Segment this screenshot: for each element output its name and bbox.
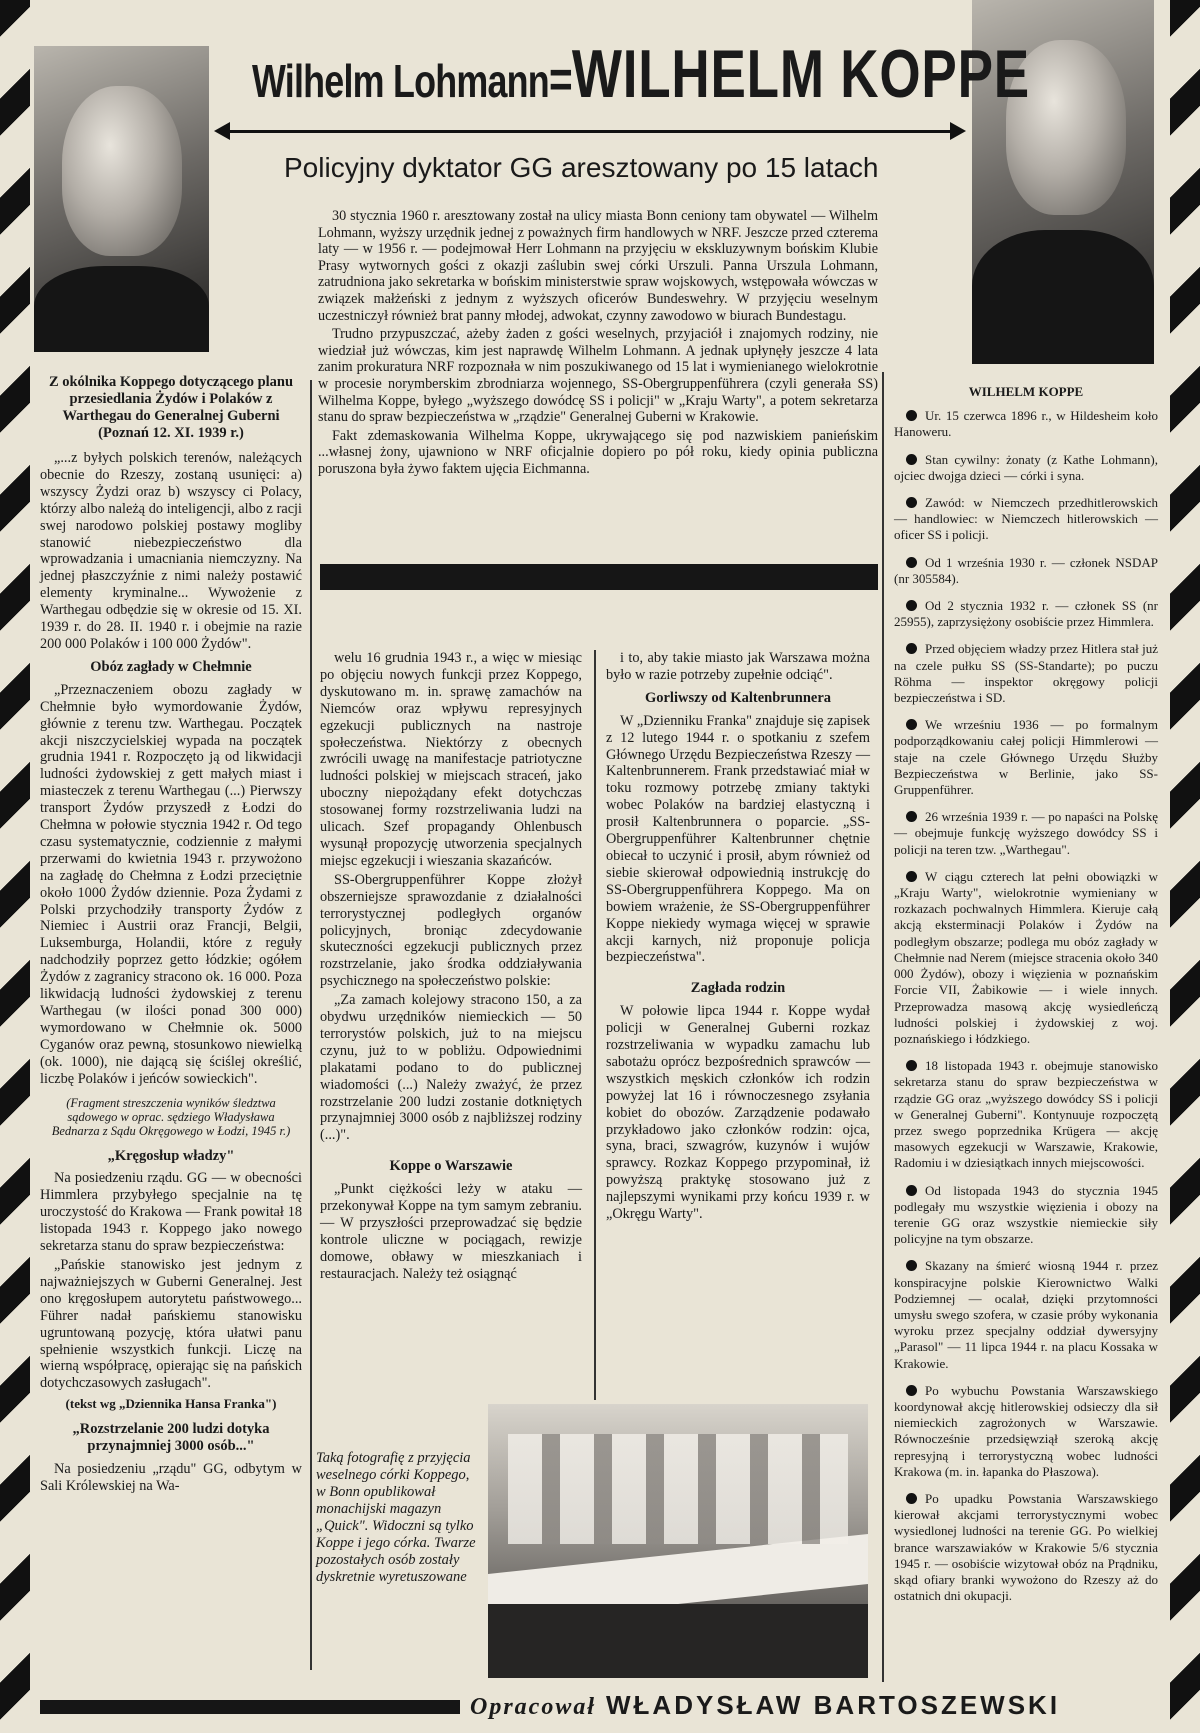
frank-diary-source: (tekst wg „Dziennika Hansa Franka") xyxy=(65,1396,277,1412)
photo-wedding-reception xyxy=(488,1404,868,1678)
bio-item: Przed objęciem władzy przez Hitlera stał już na czele pułku SS (SS-Standarte); po puczu Röhma — inspektor okręgowy policji bezpieczeństwa i SD. xyxy=(894,641,1158,706)
chelmno-source: (Fragment streszczenia wyników śledztwa sądowego w oprac. sędziego Władysława Bednarza z Sądu Okręgowego w Łodzi, 1945 r.) xyxy=(51,1095,291,1138)
bio-item: Po wybuchu Powstania Warszawskiego koordynował akcję hitlerowskiej odsieczy dla sił niemieckich zagrożonych w Warszawie. Równocześnie przedsięwziął szeroką akcję represyjną i terrorystyczną wobec ludności Krakowa (m. in. łapanka do Płaszowa). xyxy=(894,1382,1158,1479)
bullet-icon xyxy=(906,1060,917,1071)
bullet-icon xyxy=(906,1185,917,1196)
headline-equals: = xyxy=(548,51,572,109)
execution-text: Na posiedzeniu „rządu" GG, odbytym w Sali Królewskiej na Wa- xyxy=(40,1460,302,1494)
headline-left: Wilhelm Lohmann xyxy=(252,55,549,107)
chelmno-text: „Przeznaczeniem obozu zagłady w Chełmnie było wymordowanie Żydów, głównie z terenu tzw. Warthegau. Początek akcji niszczycielskiej wypada na początek grudnia 1941 r. Rozpoczęto ją od likwidacji ludności żydowskiej z gett małych miast i miasteczek z terenu Warthegau (...) Pierwszy transport Żydów przyszedł z Łodzi do Chełmna w połowie stycznia 1942 r. Od tego czasu systematycznie, codziennie z małymi przerwami do kwietnia 1943 r. przywożono na zagładę do Chełmna z Łodzi przeciętnie około 1000 Żydów dziennie. Poza Żydami z Polski przychodziły transporty Żydów z Niemiec i Austrii oraz Francji, Belgii, Luksemburga, Holandii, które z reguły nadchodziły poprzez getto łódzkie; ogółem Żydów z zagranicy stracono ok. 16 000. Poza likwidacją ludności żydowskiej z terenu Warthegau (w ilości ponad 300 000) wymordowano w Chełmnie ok. 5000 Cyganów oraz pewną, stosunkowo niewielką (ok. 1000), nie dającą się ściślej określić, liczbę Polaków i jeńców sowieckich". xyxy=(40,681,302,1087)
bullet-icon xyxy=(906,719,917,730)
column-rule xyxy=(594,650,596,1400)
bullet-icon xyxy=(906,557,917,568)
credit-author: WŁADYSŁAW BARTOSZEWSKI xyxy=(606,1690,1061,1720)
column-3 xyxy=(606,650,870,1225)
warsaw-continued: i to, aby takie miasto jak Warszawa można było w razie potrzeby zupełnie odciąć". xyxy=(606,650,870,683)
warsaw-heading: Koppe o Warszawie xyxy=(389,1158,513,1175)
headline-arrow-line xyxy=(226,130,952,133)
bullet-icon xyxy=(906,410,917,421)
kaltenbrunner-text: W „Dzienniku Franka" znajduje się zapisek z 12 lutego 1944 r. o spotkaniu z szefem Głównego Urzędu Bezpieczeństwa Rzeszy — Kaltenbrunnerem. Frank przedstawiać miał w toku rozmowy potrzebę zmiany taktyki wobec Polaków na bardziej elastyczną i prosił Kaltenbrunnera o poparcie. „SS-Obergruppenführer Kaltenbrunner chętnie obiecał to uczynić i prosił, abym również od siebie skierował odpowiednią instrukcję do SS-Obergruppenführera Koppego. Ma on bowiem wrażenie, że SS-Obergruppenführer Koppe niekiedy wymaga więcej w sprawie akcji karnych, niż proponuje policja bezpieczeństwa". xyxy=(606,712,870,966)
bio-item: Skazany na śmierć wiosną 1944 r. przez konspiracyjne polskie Kierownictwo Walki Podziemnej — ocalał, dzięki przytomności umysłu swego szofera, w czasie próby wykonania wyroku przez specjalny oddział dywersyjny „Parasol" — 11 lipca 1944 r. na placu Kossaka w Krakowie. xyxy=(894,1258,1158,1371)
headline xyxy=(252,36,1030,112)
bio-item: Zawód: w Niemczech przedhitlerowskich — handlowiec: w Niemczech hitlerowskich — oficer SS i policji. xyxy=(894,495,1158,543)
families-heading: Zagłada rodzin xyxy=(690,980,786,997)
right-stripe-border xyxy=(1170,0,1200,1733)
bullet-icon xyxy=(906,643,917,654)
chelmno-heading: Obóz zagłady w Chełmnie xyxy=(90,658,252,675)
subtitle: Policyjny dyktator GG aresztowany po 15 latach xyxy=(284,152,879,183)
sidebar-rule xyxy=(882,372,884,1682)
bio-item: Ur. 15 czerwca 1896 r., w Hildesheim koło Hanoweru. xyxy=(894,408,1158,440)
bio-item: Od 1 września 1930 r. — członek NSDAP (nr 305584). xyxy=(894,554,1158,586)
koppe-report-quote: „Za zamach kolejowy stracono 150, a za obydwu urzędników niemieckich — 50 terrorystów polskich, już to na miejscu czynu, już to w pobliżu. Odpowiednimi plakatami podano to do publicznej wiadomości (...) Należy zważyć, że przez rozstrzelanie 200 ludzi zostanie dotkniętych przynajmniej 3000 osób z najbliższej rodziny (...)". xyxy=(320,992,582,1144)
bullet-icon xyxy=(906,1260,917,1271)
intro-paragraph: Trudno przypuszczać, ażeby żaden z gości weselnych, przyjaciół i znajomych rodziny, nie wiedział już wówczas, kim jest naprawdę Wilhelm Lohmann. A jednak upłynęły jeszcze 4 lata zanim prokuratura NRF rozpoznała w nim poszukiwanego od 15 lat i wymienianego wielokrotnie w procesie norymberskim zbrodniarza wojennego, SS-Obergruppenführera (czyli generała SS) Wilhelma Koppe, byłego „wyższego dowódcę SS i policji" w „Kraju Warty", a potem sekretarza stanu do spraw bezpieczeństwa w „rządzie" Generalnej Guberni w Krakowie. xyxy=(318,326,878,426)
intro-paragraph: Fakt zdemaskowania Wilhelma Koppe, ukrywającego się pod nazwiskiem panieńskim ...własnej żony, ujawniono w NRF oficjalnie dopiero po pół roku, kiedy opinia publiczna poruszona była żywo faktem ujęcia Eichmanna. xyxy=(318,427,878,477)
bullet-icon xyxy=(906,497,917,508)
photo-lohmann-portrait xyxy=(34,46,209,352)
bio-item: 18 listopada 1943 r. obejmuje stanowisko sekretarza stanu do spraw bezpieczeństwa w rządzie GG oraz „wyższego dowódcy SS i policji w Generalnej Guberni". Kontynuuje rozpoczętą przez swego poprzednika Krügera — akcję masowych egzekucji w Warszawie, Krakowie, Radomiu i w dziesiątkach innych miejscowości. xyxy=(894,1058,1158,1171)
photo-caption: Taką fotografię z przyjęcia weselnego córki Koppego, w Bonn opublikował monachijski magazyn „Quick". Widoczni są tylko Koppe i jego córka. Twarze pozostałych osób zostały dyskretnie wyretuszowane xyxy=(316,1450,476,1585)
left-stripe-border xyxy=(0,0,30,1733)
column-1 xyxy=(40,374,302,1497)
backbone-heading: „Kręgosłup władzy" xyxy=(107,1147,235,1164)
bio-item: We wrześniu 1936 — po formalnym podporządkowaniu całej policji Himmlerowi — staje na czele Głównego Urzędu Służby Bezpieczeństwa w Berlinie, jako SS-Gruppenführer. xyxy=(894,717,1158,798)
footer-divider-bar xyxy=(40,1700,460,1714)
circular-quote: „...z byłych polskich terenów, należących obecnie do Rzeszy, zostaną usunięci: a) wszyscy Żydzi oraz b) wszyscy ci Polacy, którzy albo należą do inteligencji, albo z racji swej narodowo polskiej postawy mogliby stanowić niebezpieczeństwo dla wprowadzania i umacniania niemczyzny. Na jednej płaszczyźnie z nimi należy postawić elementy kryminalne... Wywożenie z Warthegau odbędzie się w okresie od 15. XI. 1939 r. do 28. II. 1940 r. i obejmie na razie 200 000 Polaków i 100 000 Żydów". xyxy=(40,450,302,652)
bio-item: Stan cywilny: żonaty (z Kathe Lohmann), ojciec dwojga dzieci — córki i syna. xyxy=(894,451,1158,483)
bullet-icon xyxy=(906,1493,917,1504)
bio-item: Od 2 stycznia 1932 r. — członek SS (nr 25955), zaprzysiężony osobiście przez Himmlera. xyxy=(894,598,1158,630)
koppe-biography xyxy=(894,384,1158,1615)
bullet-icon xyxy=(906,454,917,465)
bullet-icon xyxy=(906,871,917,882)
headline-right: WILHELM KOPPE xyxy=(571,36,1030,112)
credit-prefix: Opracował xyxy=(470,1694,596,1720)
families-text: W połowie lipca 1944 r. Koppe wydał policji w Generalnej Guberni rozkaz rozstrzeliwania w wypadku zamachu lub sabotażu oprócz bezpośrednich sprawców — wszystkich męskich członków ich rodzin powyżej lat 16 i równoczesnego zsyłania kobiet do obozów. Zarządzenie podawało przykładowo jako członków rodzin: ojca, syna, braci, szwagrów, kuzynów i wujów sprawcy. Rozkaz Koppego przypominał, iż powyższą praktykę stosowano już z najlepszymi wynikami przy końcu 1939 r. w „Okręgu Warty". xyxy=(606,1003,870,1223)
wawel-meeting-text: welu 16 grudnia 1943 r., a więc w miesiąc po objęciu nowych funkcji przez Koppego, dyskutowano m. in. sprawę zamachów na Niemców oraz wpływu represyjnych egzekucji publicznych na nastroje społeczeństwa. Niektórzy z obecnych zwrócili uwagę na manifestacje patriotyczne ludności polskiej w miejscach straceń, jako uboczny niepożądany efekt dotychczas stosowanej formy rozstrzeliwania ludzi na ulicach. Szef propagandy Ohlenbusch wysunął propozycję utworzenia specjalnych miejsc egzekucji i wieszania skazańców. xyxy=(320,650,582,869)
execution-heading: „Rozstrzelanie 200 ludzi dotyka przynajmniej 3000 osób..." xyxy=(72,1421,270,1455)
bullet-icon xyxy=(906,811,917,822)
arrow-left-head xyxy=(214,122,230,140)
bullet-icon xyxy=(906,1385,917,1396)
circular-heading: Z okólnika Koppego dotyczącego planu przesiedlania Żydów i Polaków z Warthegau do Generalnej Guberni (Poznań 12. XI. 1939 r.) xyxy=(48,374,294,441)
bio-item: Po upadku Powstania Warszawskiego kierował akcjami terrorystycznymi wobec wysiedlonej ludności na terenie GG. Po wielkiej brance warszawiaków w Krakowie 5/6 stycznia 1945 r. — osobiście wizytował obóz na Prądniku, skąd ofiary branki wywożono do Rzeszy aż do ostatnich dni okupacji. xyxy=(894,1490,1158,1604)
intro-paragraph: 30 stycznia 1960 r. aresztowany został na ulicy miasta Bonn ceniony tam obywatel — Wilhelm Lohmann, wyższy urzędnik jednej z poważnych firm handlowych w NRF. Jeszcze przed czterema laty — w 1956 r. — podejmował Herr Lohmann na przyjęciu w ekskluzywnym bońskim Klubie Prasy wytwornych gości z okazji zaślubin swej córki Urszuli. Panna Urszula Lohmann, zatrudniona jako sekretarka w bońskim ministerstwie spraw wojskowych, wstępowała wówczas w związek małżeński z jednym z wyższych oficerów Bundeswehry. W przyjęciu weselnym uczestniczył również brat panny młodej, adwokat, czynny zawodowo w biurach Bundestagu. xyxy=(318,208,878,324)
warsaw-text: „Punkt ciężkości leży w ataku — przekonywał Koppe na tym samym zebraniu. — W przyszłości przeprowadzać się będzie kontrole uliczne w pociągach, rewizje domowe, obławy w mieszkaniach i restauracjach. Należy też osiągnąć xyxy=(320,1181,582,1282)
section-divider-bar xyxy=(320,564,878,590)
author-credit xyxy=(470,1690,1060,1721)
bio-item: W ciągu czterech lat pełni obowiązki w „Kraju Warty", wielokrotnie wymieniany w rozkazach pochwalnych Himmlera. Kieruje całą akcją eksterminacji Polaków i Żydów na podległym obszarze; podlega mu obóz zagłady w Chełmnie nad Nerem (miejsce stracenia około 340 000 Żydów), obozy i więzienia w poznańskim Forcie VII, Żabikowie — i wiele innych. Przeprowadza masową akcję wysiedleńczą ludności polskiej i żydowskiej z woj. poznańskiego i łódzkiego. xyxy=(894,868,1158,1046)
arrow-right-head xyxy=(950,122,966,140)
backbone-quote: „Pańskie stanowisko jest jednym z najważniejszych w Guberni Generalnej. Jest ono kręgosłupem autorytetu państwowego... Führer nadał pańskiemu stanowisku ugruntowaną pozycję, która ułatwi panu spełnienie wszystkich funkcji. Liczę na wierną współpracę, opierając się na pańskich dotychczasowych zasługach". xyxy=(40,1256,302,1392)
kaltenbrunner-heading: Gorliwszy od Kaltenbrunnera xyxy=(644,689,832,706)
column-2 xyxy=(320,650,582,1285)
column-rule xyxy=(310,380,312,1670)
bullet-icon xyxy=(906,600,917,611)
bio-item: 26 września 1939 r. — po napaści na Polskę — obejmuje funkcję wyższego dowódcy SS i policji na teren tzw. „Warthegau". xyxy=(894,809,1158,857)
bio-item: Od listopada 1943 do stycznia 1945 podlegały mu wszystkie więzienia i obozy na terenie GG oraz wszystkie niemieckie siły policyjne na tym obszarze. xyxy=(894,1182,1158,1247)
biography-header: WILHELM KOPPE xyxy=(968,384,1084,399)
backbone-text: Na posiedzeniu rządu. GG — w obecności Himmlera przybyłego specjalnie na tę uroczystość do Krakowa — Frank powitał 18 listopada 1943 r. Koppego jako nowego sekretarza stanu do spraw bezpieczeństwa: xyxy=(40,1170,302,1255)
koppe-report-text: SS-Obergruppenführer Koppe złożył obszerniejsze sprawozdanie z działalności terrorystycznej podległych organów policyjnych, broniąc zdecydowanie skuteczności egzekucji publicznych przez rozstrzelanie, jako środka oddziaływania psychicznego na społeczeństwo polskie: xyxy=(320,871,582,990)
intro-article xyxy=(318,208,878,480)
